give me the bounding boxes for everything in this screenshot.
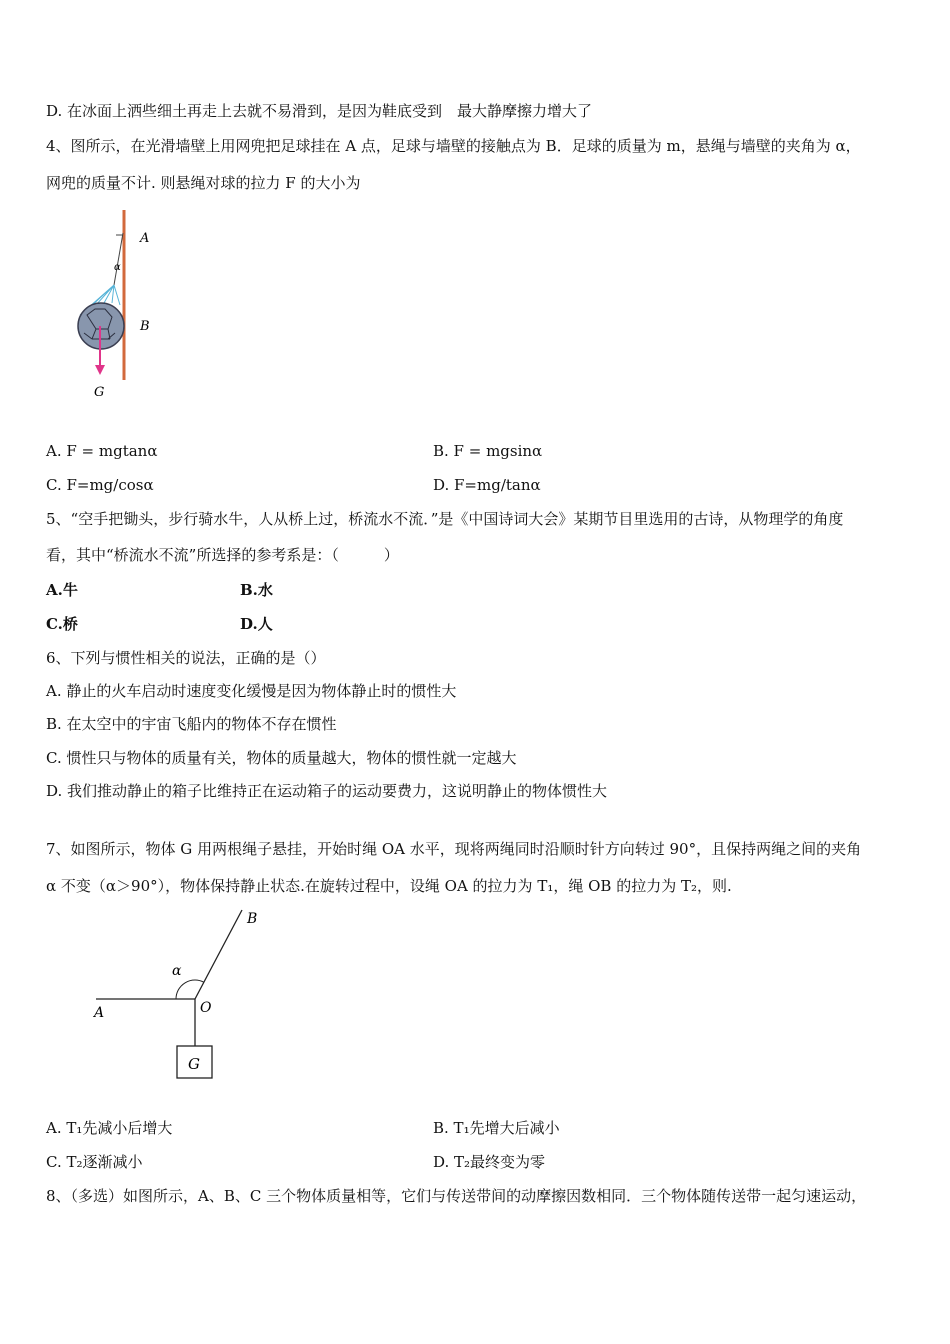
q7-label-o: O bbox=[200, 1000, 212, 1016]
q7-label-b: B bbox=[247, 911, 258, 927]
q7-stem-line1: 7、如图所示，物体 G 用两根绳子悬挂，开始时绳 OA 水平，现将两绳同时沿顺时针方向转过 90°，且保持两绳之间的夹角 bbox=[46, 840, 862, 858]
q6-stem: 6、下列与惯性相关的说法，正确的是（） bbox=[46, 649, 326, 667]
q5-stem-line2: 看，其中“桥流水不流”所选择的参考系是：（ ） bbox=[46, 546, 399, 564]
q4-stem-line2: 网兜的质量不计. 则悬绳对球的拉力 F 的大小为 bbox=[46, 174, 361, 192]
q5-stem-line1: 5、“空手把锄头，步行骑水牛，人从桥上过，桥流水不流．”是《中国诗词大会》某期节目里选用的古诗，从物理学的角度 bbox=[46, 510, 844, 528]
q7-option-d[interactable]: D. T₂最终变为零 bbox=[433, 1153, 546, 1171]
q4-stem-line1: 4、图所示，在光滑墙壁上用网兜把足球挂在 A 点，足球与墙壁的接触点为 B．足球的质量为 m，悬绳与墙壁的夹角为 α， bbox=[46, 137, 861, 155]
q4-option-a[interactable]: A. F = mgtanα bbox=[46, 442, 158, 460]
q4-figure bbox=[70, 205, 170, 405]
q4-label-b: B bbox=[140, 319, 150, 334]
q7-option-a[interactable]: A. T₁先减小后增大 bbox=[46, 1119, 173, 1137]
q7-option-b[interactable]: B. T₁先增大后减小 bbox=[433, 1119, 560, 1137]
q7-figure bbox=[88, 905, 288, 1090]
q6-option-c[interactable]: C. 惯性只与物体的质量有关，物体的质量越大，物体的惯性就一定越大 bbox=[46, 749, 517, 767]
q6-option-a[interactable]: A. 静止的火车启动时速度变化缓慢是因为物体静止时的惯性大 bbox=[46, 682, 457, 700]
q4-label-g: G bbox=[94, 385, 105, 400]
q5-option-a[interactable]: A.牛 bbox=[46, 581, 78, 599]
q4-rope bbox=[114, 233, 123, 285]
q7-rope-ob bbox=[195, 910, 242, 999]
q5-option-d[interactable]: D.人 bbox=[240, 615, 273, 633]
q7-label-g: G bbox=[188, 1055, 200, 1073]
q7-option-c[interactable]: C. T₂逐渐减小 bbox=[46, 1153, 143, 1171]
q4-label-alpha: α bbox=[114, 262, 121, 273]
q5-option-c[interactable]: C.桥 bbox=[46, 615, 78, 633]
q7-stem-line2: α 不变（α＞90°），物体保持静止状态.在旋转过程中，设绳 OA 的拉力为 T₁，绳 OB 的拉力为 T₂，则. bbox=[46, 877, 732, 895]
q4-option-b[interactable]: B. F = mgsinα bbox=[433, 442, 543, 460]
q7-label-a: A bbox=[94, 1005, 105, 1021]
q8-stem: 8、（多选）如图所示，A、B、C 三个物体质量相等，它们与传送带间的动摩擦因数相同．三个物体随传送带一起匀速运动， bbox=[46, 1187, 867, 1205]
q4-option-c[interactable]: C. F=mg/cosα bbox=[46, 476, 154, 494]
q4-label-a: A bbox=[140, 231, 150, 246]
q3-option-d: D. 在冰面上洒些细土再走上去就不易滑到，是因为鞋底受到 最大静摩擦力增大了 bbox=[46, 102, 593, 120]
q6-option-d[interactable]: D. 我们推动静止的箱子比维持正在运动箱子的运动要费力，这说明静止的物体惯性大 bbox=[46, 782, 608, 800]
q6-option-b[interactable]: B. 在太空中的宇宙飞船内的物体不存在惯性 bbox=[46, 715, 337, 733]
q4-option-d[interactable]: D. F=mg/tanα bbox=[433, 476, 541, 494]
q5-option-b[interactable]: B.水 bbox=[240, 581, 273, 599]
q7-label-alpha: α bbox=[172, 963, 182, 979]
